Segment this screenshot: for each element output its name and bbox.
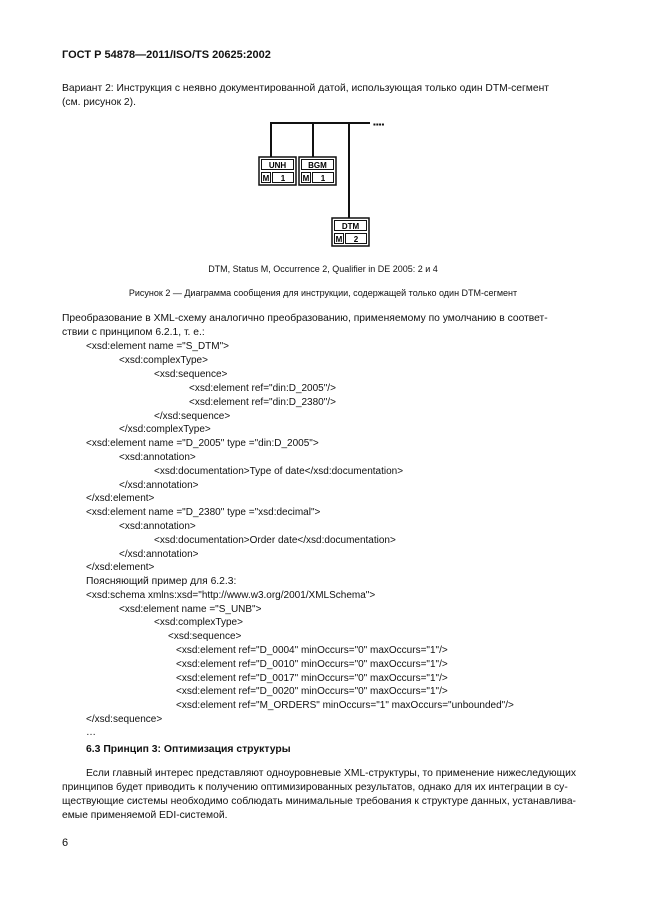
code-line: <xsd:element name ="D_2005" type ="din:D_2005"> [86, 438, 319, 449]
body-line-2: принципов будет приводить к получению оптимизированных результатов, однако для их интеграции в су- [62, 782, 568, 793]
segment-occurrence-unh: 1 [280, 174, 286, 183]
code-line: … [86, 727, 96, 738]
segment-name-dtm: DTM [341, 222, 360, 231]
code-line: <xsd:element ref="D_0020" minOccurs="0" maxOccurs="1"/> [176, 686, 448, 697]
diagram-note: DTM, Status M, Occurrence 2, Qualifier in DE 2005: 2 и 4 [208, 264, 438, 274]
code-line: </xsd:annotation> [119, 549, 199, 560]
code-line: <xsd:annotation> [119, 452, 196, 463]
code-line: </xsd:annotation> [119, 480, 199, 491]
code-line: <xsd:complexType> [119, 355, 208, 366]
figure-caption: Рисунок 2 — Диаграмма сообщения для инструкции, содержащей только один DTM-сегмент [128, 288, 518, 298]
code-line: <xsd:element ref="D_0010" minOccurs="0" maxOccurs="1"/> [176, 659, 448, 670]
code-line: </xsd:element> [86, 562, 155, 573]
segment-occurrence-dtm: 2 [353, 235, 359, 244]
code-line: <xsd:element ref="din:D_2380"/> [189, 397, 336, 408]
intro-line-1: Вариант 2: Инструкция с неявно документированной датой, использующая только один DTM-сегмент [62, 83, 549, 94]
code-line: </xsd:sequence> [86, 714, 163, 725]
code-line: <xsd:element ref="M_ORDERS" minOccurs="1" maxOccurs="unbounded"/> [176, 700, 514, 711]
code-line: <xsd:element ref="D_0017" minOccurs="0" maxOccurs="1"/> [176, 673, 448, 684]
code-line: <xsd:complexType> [154, 617, 243, 628]
segment-box-unh [259, 157, 296, 185]
segment-box-bgm [299, 157, 336, 185]
intro-line-2: (см. рисунок 2). [62, 97, 136, 108]
body-line-1: Если главный интерес представляют одноуровневые XML-структуры, то применение нижеследующих [86, 768, 577, 779]
code-line: <xsd:schema xmlns:xsd="http://www.w3.org/2001/XMLSchema"> [86, 590, 376, 601]
code-line: <xsd:documentation>Type of date</xsd:documentation> [154, 466, 404, 477]
page-number: 6 [62, 837, 69, 849]
document-header: ГОСТ Р 54878—2011/ISO/TS 20625:2002 [62, 49, 271, 61]
body-line-3: ществующие системы необходимо соблюдать минимальные требования к структуре данных, устанавлива- [62, 796, 576, 807]
segment-status-unh: M [262, 174, 270, 183]
code-line: <xsd:element name ="S_UNB"> [119, 604, 262, 615]
code-line: </xsd:element> [86, 493, 155, 504]
code-line: <xsd:annotation> [119, 521, 196, 532]
code-line: <xsd:element name ="D_2380" type ="xsd:decimal"> [86, 507, 321, 518]
code-line: <xsd:sequence> [154, 369, 228, 380]
diagram-ellipsis: ▪▪▪▪ [373, 120, 385, 129]
code-line: <xsd:element name ="S_DTM"> [86, 341, 229, 352]
message-diagram [0, 0, 646, 260]
code-line: <xsd:sequence> [168, 631, 242, 642]
code-line: <xsd:element ref="D_0004" minOccurs="0" maxOccurs="1"/> [176, 645, 448, 656]
body-line-4: емые применяемой EDI-системой. [62, 810, 228, 821]
transform-line-2: ствии с принципом 6.2.1, т. е.: [62, 327, 205, 338]
code-line: <xsd:element ref="din:D_2005"/> [189, 383, 336, 394]
transform-line-1: Преобразование в XML-схему аналогично преобразованию, применяемому по умолчанию в соответ- [62, 313, 548, 324]
code-line: </xsd:complexType> [119, 424, 211, 435]
example-intro: Поясняющий пример для 6.2.3: [86, 576, 237, 587]
code-line: </xsd:sequence> [154, 411, 231, 422]
segment-status-dtm: M [335, 235, 343, 244]
segment-name-bgm: BGM [308, 161, 327, 170]
segment-status-bgm: M [302, 174, 310, 183]
code-line: <xsd:documentation>Order date</xsd:documentation> [154, 535, 396, 546]
segment-occurrence-bgm: 1 [320, 174, 326, 183]
segment-box-dtm [332, 218, 369, 246]
segment-name-unh: UNH [268, 161, 287, 170]
section-heading: 6.3 Принцип 3: Оптимизация структуры [86, 744, 291, 755]
